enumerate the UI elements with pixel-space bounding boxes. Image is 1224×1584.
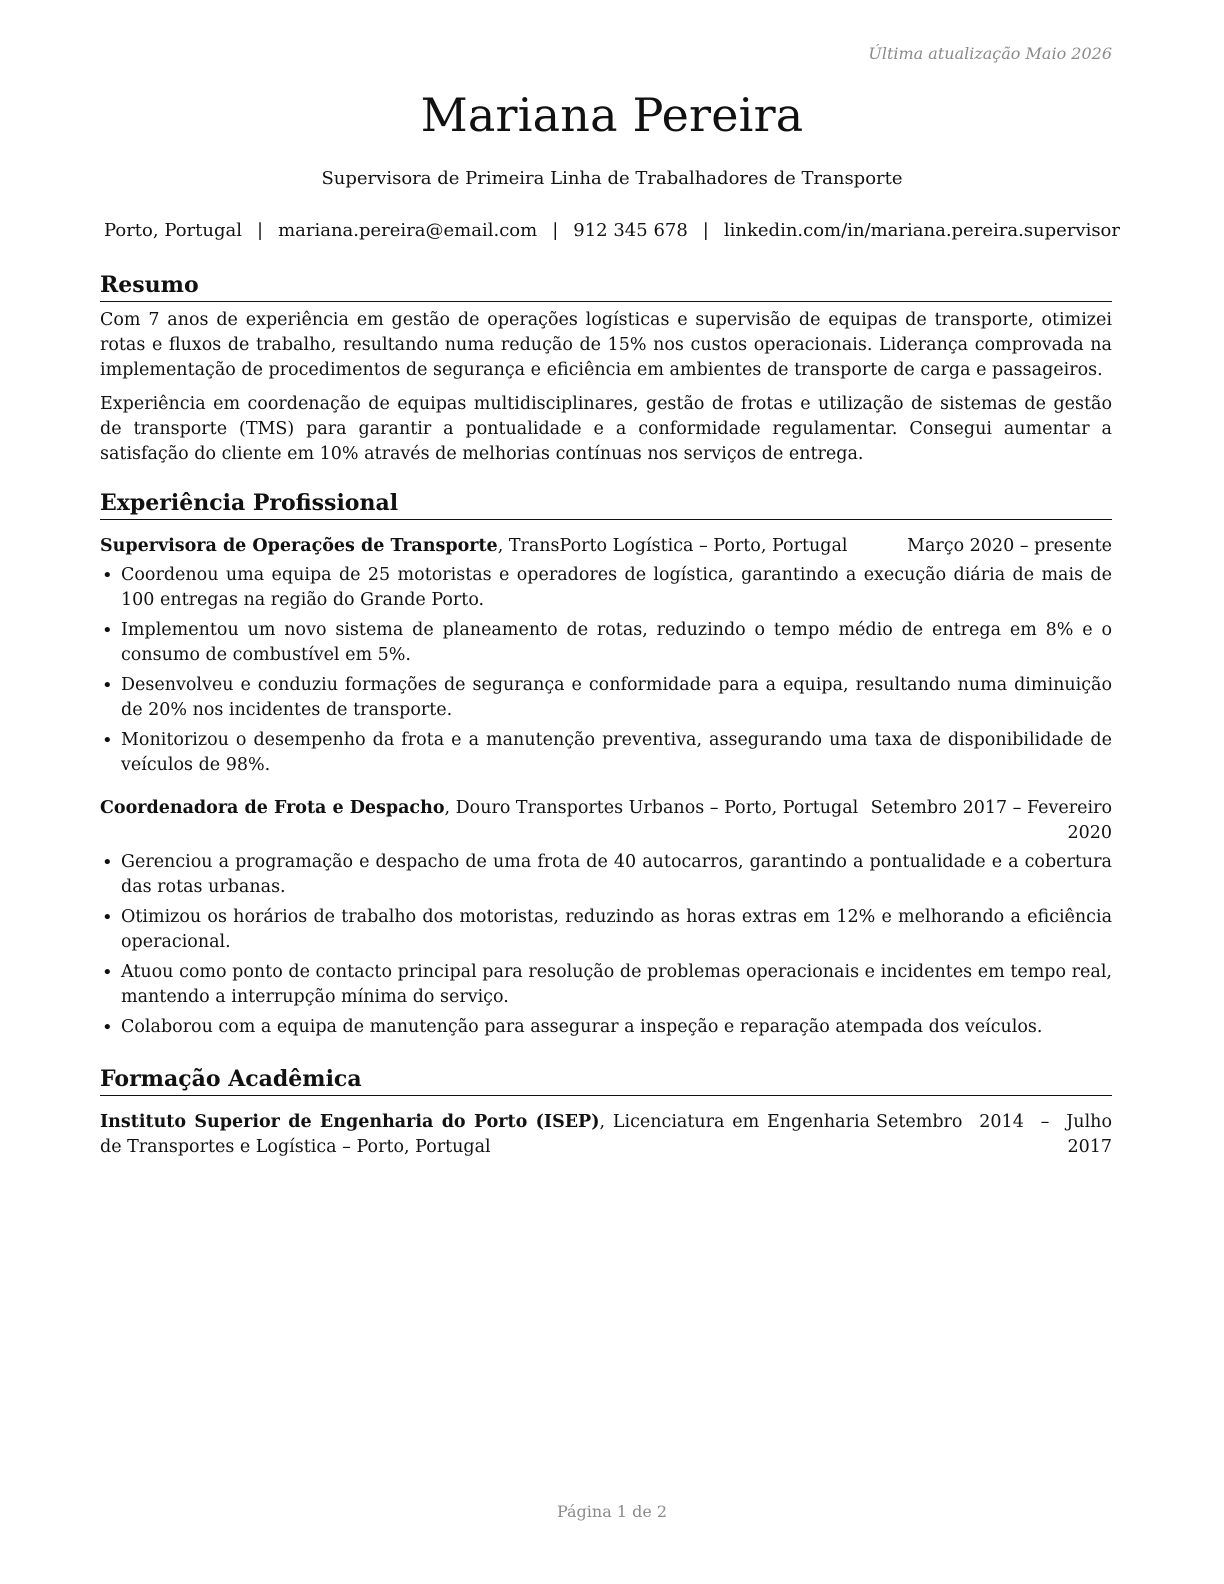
contact-phone: 912 345 678 (573, 220, 688, 241)
job-dates: Setembro 2017 – Fevereiro 2020 (870, 798, 1112, 843)
job-bullets (100, 850, 1112, 1040)
job-header (100, 534, 1112, 559)
summary-paragraph: Experiência em coordenação de equipas multidisciplinares, gestão de frotas e utilização de sistemas de gestão de transporte (TMS) para garantir a pontualidade e a conformidade regulamentar. Consegui aumentar a satisfação do cliente em 10% através de melhorias contínuas nos serviços de entrega. (100, 394, 1112, 464)
contact-separator: | (702, 220, 709, 241)
job-entry (100, 796, 1112, 1040)
job-role: Coordenadora de Frota e Despacho (100, 798, 445, 818)
experience-section (100, 488, 1112, 1045)
job-bullets (100, 563, 1112, 778)
education-degree: , Licenciatura em Engenharia de Transportes e Logística – Porto, Portugal (100, 1112, 870, 1157)
contact-email[interactable]: mariana.pereira@email.com (278, 220, 538, 241)
list-item: • Colaborou com a equipa de manutenção para assegurar a inspeção e reparação atempada dos veículos. (100, 1015, 1112, 1040)
headline: Supervisora de Primeira Linha de Trabalhadores de Transporte (321, 168, 903, 189)
contact-linkedin[interactable]: linkedin.com/in/mariana.pereira.supervisor (723, 220, 1120, 241)
list-item: • Atuou como ponto de contacto principal para resolução de problemas operacionais e incidentes em tempo real, mantendo a interrupção mínima do serviço. (100, 960, 1112, 1010)
contact-line (0, 220, 1224, 241)
job-organization: , Douro Transportes Urbanos – Porto, Portugal (444, 798, 859, 818)
education-entry (100, 1110, 1112, 1160)
job-role: Supervisora de Operações de Transporte (100, 536, 498, 556)
list-item: • Gerenciou a programação e despacho de uma frota de 40 autocarros, garantindo a pontualidade e a cobertura das rotas urbanas. (100, 850, 1112, 900)
list-item: • Coordenou uma equipa de 25 motoristas e operadores de logística, garantindo a execução diária de mais de 100 entregas na região do Grande Porto. (100, 563, 1112, 613)
summary-paragraph: Com 7 anos de experiência em gestão de operações logísticas e supervisão de equipas de transporte, otimizei rotas e fluxos de trabalho, resultando numa redução de 15% nos custos operacionais. Liderança comprovada na implementação de procedimentos de segurança e eficiência em ambientes de transporte de carga e passageiros. (100, 310, 1112, 380)
contact-separator: | (256, 220, 264, 241)
job-dates: Março 2020 – presente (907, 536, 1112, 556)
list-item: • Otimizou os horários de trabalho dos motoristas, reduzindo as horas extras em 12% e melhorando a eficiência operacional. (100, 905, 1112, 955)
summary-section (100, 270, 1112, 467)
summary-heading: Resumo (100, 270, 1112, 302)
list-item: • Implementou um novo sistema de planeamento de rotas, reduzindo o tempo médio de entrega em 8% e o consumo de combustível em 5%. (100, 618, 1112, 668)
last-updated: Última atualização Maio 2026 (868, 44, 1112, 63)
candidate-name: Mariana Pereira (420, 88, 804, 142)
contact-separator: | (552, 220, 559, 241)
experience-heading: Experiência Profissional (100, 488, 1112, 520)
list-item: • Monitorizou o desempenho da frota e a manutenção preventiva, assegurando uma taxa de disponibilidade de veículos de 98%. (100, 728, 1112, 778)
list-item: • Desenvolveu e conduziu formações de segurança e conformidade para a equipa, resultando numa diminuição de 20% nos incidentes de transporte. (100, 673, 1112, 723)
education-institution: Instituto Superior de Engenharia do Porto (ISEP) (100, 1112, 600, 1132)
page-number: Página 1 de 2 (556, 1502, 668, 1521)
job-organization: , TransPorto Logística – Porto, Portugal (497, 536, 848, 556)
job-entry (100, 534, 1112, 778)
education-dates: Setembro 2014 – Julho 2017 (876, 1112, 1112, 1157)
job-header (100, 796, 1112, 846)
education-heading: Formação Acadêmica (100, 1064, 1112, 1096)
education-section (100, 1064, 1112, 1160)
contact-location: Porto, Portugal (103, 220, 242, 241)
